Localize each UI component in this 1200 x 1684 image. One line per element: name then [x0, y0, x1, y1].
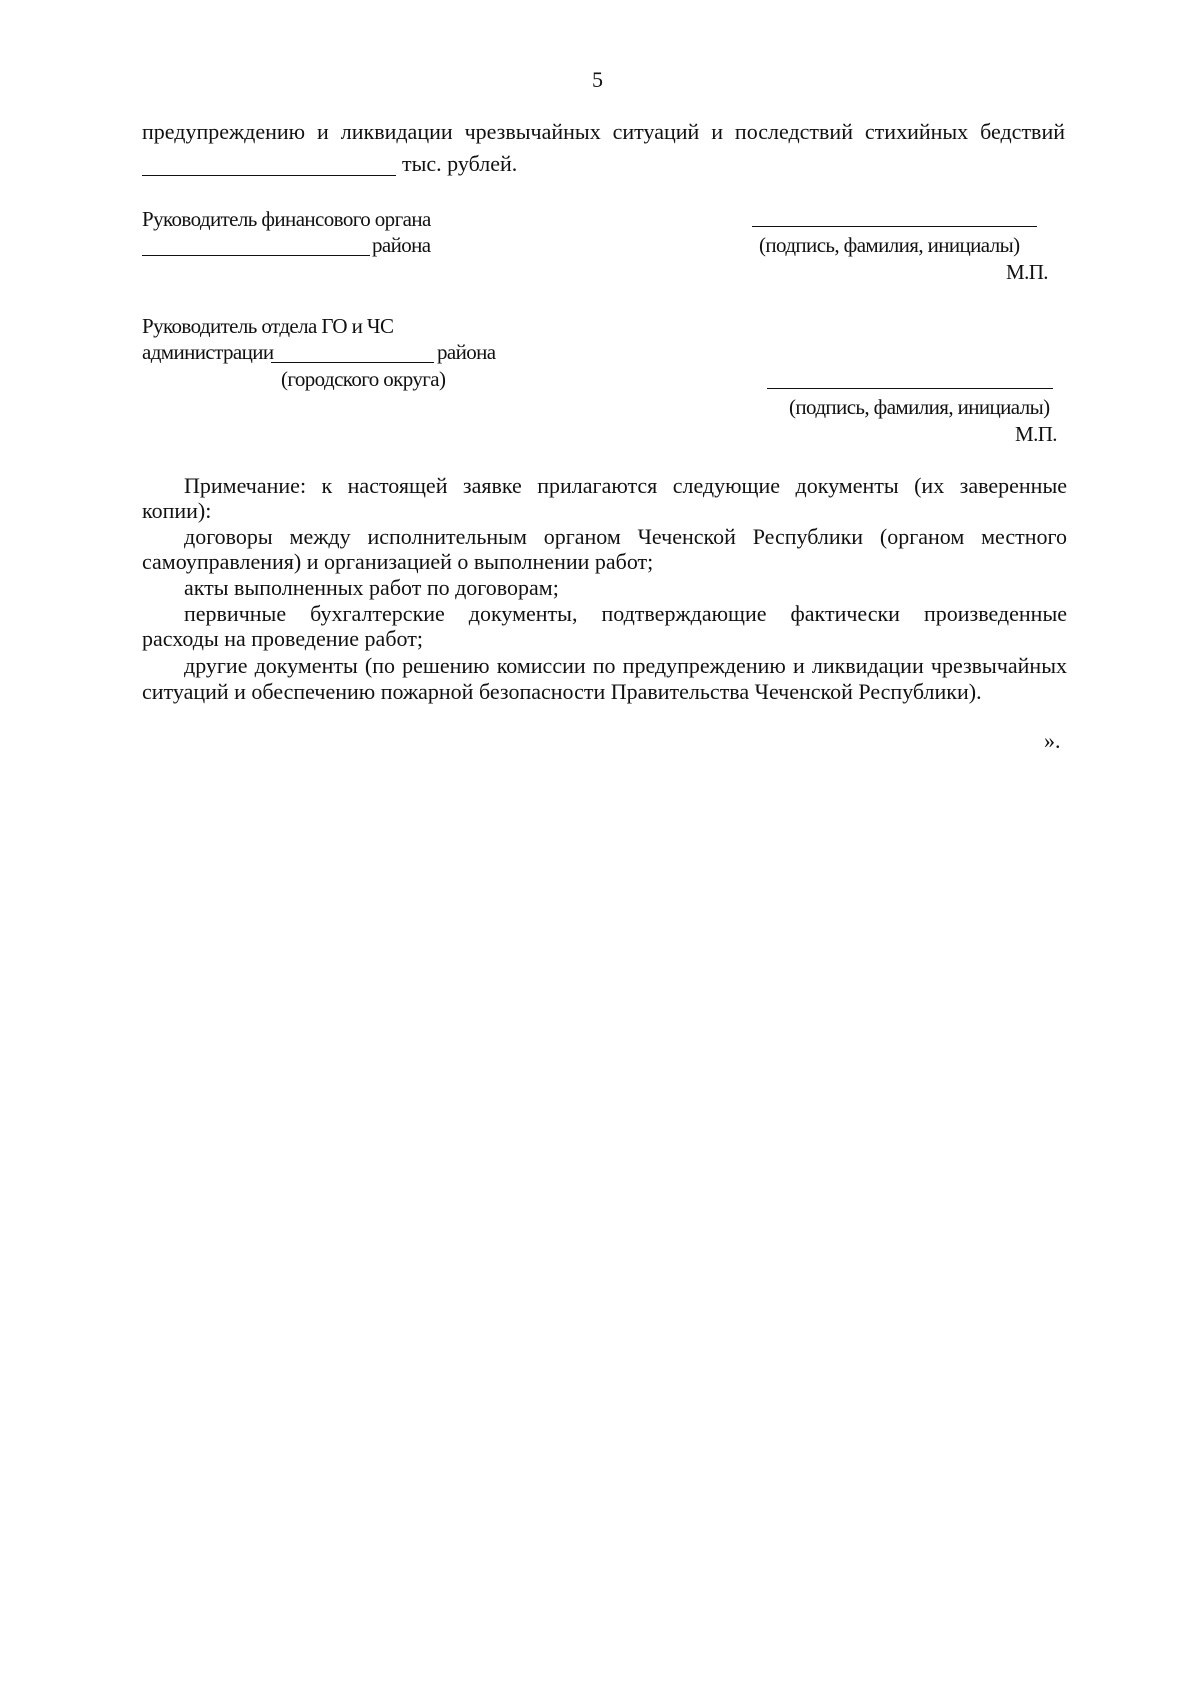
- note-p5-line-2: ситуаций и обеспечению пожарной безопасности Правительства Чеченской Республики).: [142, 679, 982, 704]
- go-chs-district-suffix: района: [437, 340, 496, 364]
- closing-quote: ».: [1044, 728, 1061, 753]
- note-p2-line-2: самоуправления) и организацией о выполнении работ;: [142, 549, 654, 574]
- go-chs-admin-prefix: администрации: [142, 340, 274, 364]
- note-p1-line-2: копии):: [142, 498, 212, 523]
- finance-district-suffix: района: [372, 233, 431, 257]
- amount-suffix: тыс. рублей.: [402, 151, 518, 176]
- amount-blank-line: [142, 175, 396, 176]
- finance-district-blank-line: [142, 255, 370, 256]
- go-chs-city-district: (городского округа): [281, 367, 446, 391]
- go-chs-stamp: М.П.: [1015, 422, 1057, 446]
- go-chs-head-title: Руководитель отдела ГО и ЧС: [142, 314, 394, 338]
- page-number: 5: [592, 67, 603, 92]
- finance-signature-caption: (подпись, фамилия, инициалы): [759, 233, 1020, 257]
- note-p4-line-2: расходы на проведение работ;: [142, 626, 423, 651]
- note-p5-line-1: другие документы (по решению комиссии по предупреждению и ликвидации чрезвычайных: [184, 653, 1067, 678]
- go-chs-district-blank-line: [271, 362, 434, 363]
- finance-stamp: М.П.: [1006, 260, 1048, 284]
- go-chs-signature-caption: (подпись, фамилия, инициалы): [789, 395, 1050, 419]
- note-p2-line-1: договоры между исполнительным органом Чеченской Республики (органом местного: [184, 524, 1067, 549]
- finance-head-title: Руководитель финансового органа: [142, 207, 431, 231]
- note-p4-line-1: первичные бухгалтерские документы, подтверждающие фактически произведенные: [184, 601, 1067, 626]
- go-chs-signature-line: [767, 388, 1053, 389]
- intro-line-1: предупреждению и ликвидации чрезвычайных ситуаций и последствий стихийных бедствий: [142, 119, 1065, 144]
- finance-signature-line: [752, 226, 1037, 227]
- note-p1-line-1: Примечание: к настоящей заявке прилагаются следующие документы (их заверенные: [184, 473, 1067, 498]
- note-p3-line-1: акты выполненных работ по договорам;: [184, 575, 559, 600]
